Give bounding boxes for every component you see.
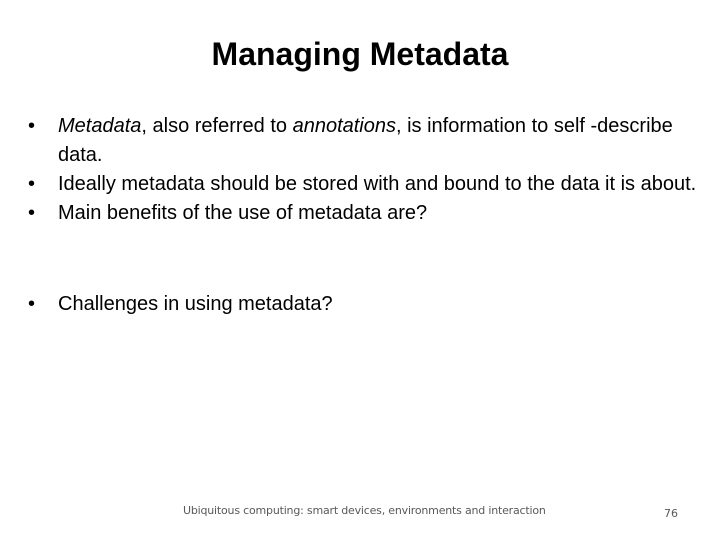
bullet-item bbox=[28, 199, 708, 228]
bullet-list bbox=[28, 112, 708, 319]
bullet-item bbox=[28, 170, 708, 199]
bullet-text-regular: , is information to self -describe data. bbox=[58, 115, 673, 166]
slide-title: Managing Metadata bbox=[211, 36, 509, 72]
bullet-text-italic: Metadata bbox=[58, 115, 142, 137]
bullet-item bbox=[28, 112, 708, 170]
slide-footer: Ubiquitous computing: smart devices, environments and interaction bbox=[183, 504, 546, 517]
bullet-dot-icon: • bbox=[28, 202, 36, 224]
bullet-dot-icon: • bbox=[28, 293, 36, 315]
page-number: 76 bbox=[664, 507, 678, 520]
bullet-text-italic: annotations bbox=[292, 115, 396, 137]
bullet-item bbox=[28, 290, 708, 319]
bullet-dot-icon: • bbox=[28, 115, 36, 137]
bullet-text: Ideally metadata should be stored with and bound to the data it is about. bbox=[58, 173, 697, 195]
bullet-text: Main benefits of the use of metadata are? bbox=[58, 202, 428, 224]
bullet-text: Challenges in using metadata? bbox=[58, 293, 333, 315]
bullet-text-regular: , also referred to bbox=[141, 115, 293, 137]
bullet-text bbox=[58, 115, 673, 166]
bullet-dot-icon: • bbox=[28, 173, 36, 195]
